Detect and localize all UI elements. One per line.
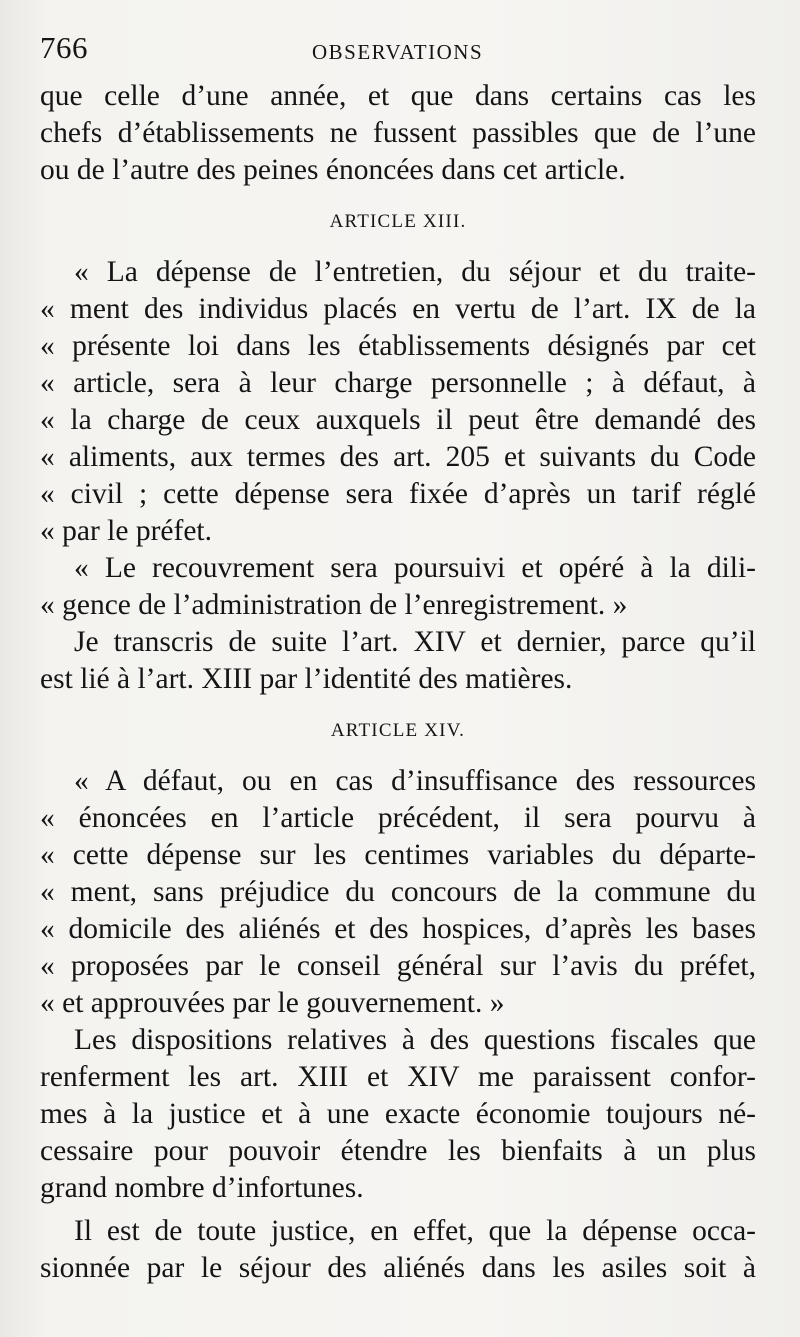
running-head: OBSERVATIONS: [312, 40, 484, 64]
article-heading: ARTICLE XIV.: [330, 720, 466, 741]
text-line: « par le préfet.: [40, 515, 212, 547]
page-number: 766: [40, 30, 88, 65]
text-line: Les dispositions relatives à des questions fiscales que: [74, 1024, 756, 1056]
text-line: grand nombre d’infortunes.: [40, 1172, 364, 1204]
text-line: « présente loi dans les établissements désignés par cet: [40, 330, 756, 362]
text-line: « et approuvées par le gouvernement. »: [40, 987, 505, 1019]
text-line: Je transcris de suite l’art. XIV et dernier, parce qu’il: [74, 626, 756, 658]
text-line: « civil ; cette dépense sera fixée d’après un tarif réglé: [40, 478, 756, 510]
text-line: « La dépense de l’entretien, du séjour et du traite-: [74, 256, 756, 288]
text-line: est lié à l’art. XIII par l’identité des matières.: [40, 663, 573, 695]
text-line: « domicile des aliénés et des hospices, d’après les bases: [40, 913, 756, 945]
text-line: que celle d’une année, et que dans certains cas les: [40, 80, 756, 112]
text-line: « cette dépense sur les centimes variables du départe-: [40, 839, 756, 871]
text-line: « la charge de ceux auxquels il peut être demandé des: [40, 404, 756, 436]
text-line: renferment les art. XIII et XIV me paraissent confor-: [40, 1061, 756, 1093]
text-line: cessaire pour pouvoir étendre les bienfaits à un plus: [40, 1135, 756, 1167]
text-line: « ment des individus placés en vertu de l’art. IX de la: [40, 293, 756, 325]
page-header: [40, 30, 760, 70]
text-line: « gence de l’administration de l’enregistrement. »: [40, 589, 628, 621]
text-line: chefs d’établissements ne fussent passibles que de l’une: [40, 117, 756, 149]
text-line: sionnée par le séjour des aliénés dans les asiles soit à: [40, 1252, 756, 1284]
text-line: « proposées par le conseil général sur l’avis du préfet,: [40, 950, 756, 982]
body-text: [40, 78, 756, 1287]
text-line: « A défaut, ou en cas d’insuffisance des ressources: [74, 765, 756, 797]
text-line: « aliments, aux termes des art. 205 et suivants du Code: [40, 441, 756, 473]
text-line: ou de l’autre des peines énoncées dans cet article.: [40, 154, 626, 186]
text-line: « ment, sans préjudice du concours de la commune du: [40, 876, 756, 908]
text-line: « Le recouvrement sera poursuivi et opéré à la dili-: [74, 552, 756, 584]
text-line: « article, sera à leur charge personnelle ; à défaut, à: [40, 367, 756, 399]
text-line: Il est de toute justice, en effet, que la dépense occa-: [74, 1215, 756, 1247]
article-heading: ARTICLE XIII.: [329, 211, 467, 232]
text-line: mes à la justice et à une exacte économie toujours né-: [40, 1098, 756, 1130]
text-line: « énoncées en l’article précédent, il sera pourvu à: [40, 802, 756, 834]
